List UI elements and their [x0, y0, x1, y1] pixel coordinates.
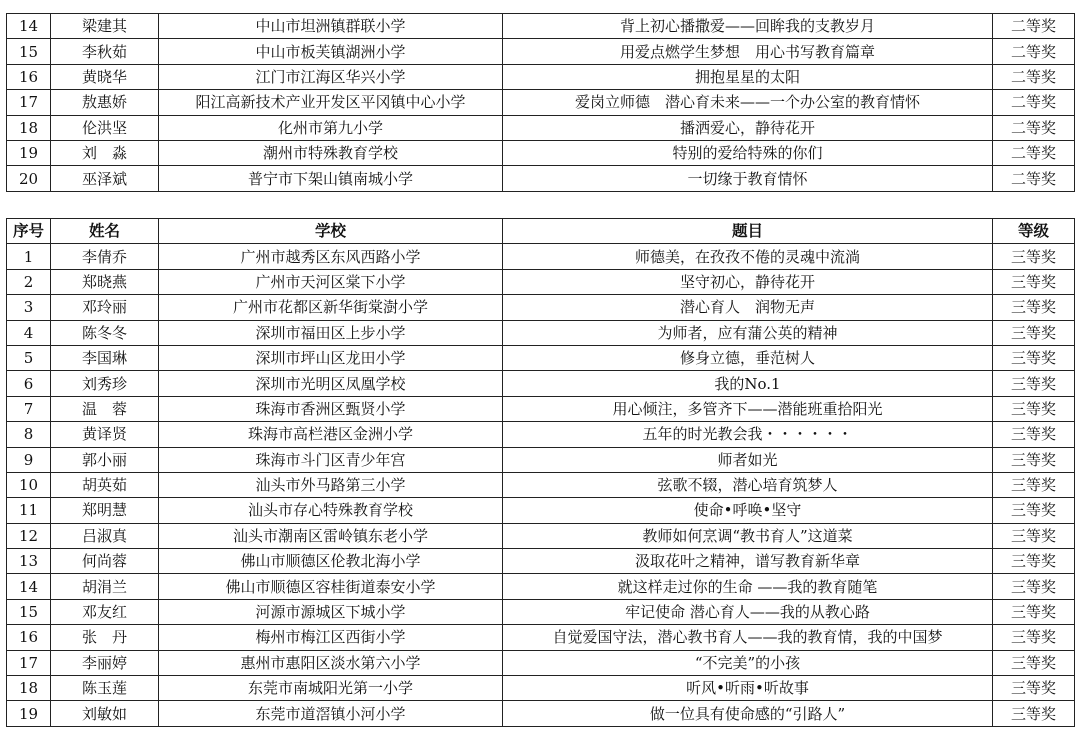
cell-grade: 三等奖	[993, 472, 1075, 497]
cell-grade: 二等奖	[993, 39, 1075, 64]
cell-grade: 三等奖	[993, 676, 1075, 701]
cell-name: 黄译贤	[51, 422, 159, 447]
cell-name: 李丽婷	[51, 650, 159, 675]
cell-index: 1	[7, 244, 51, 269]
table-row	[7, 498, 1075, 523]
cell-name: 吕淑真	[51, 523, 159, 548]
cell-title: 自觉爱国守法，潜心教书育人——我的教育情，我的中国梦	[503, 625, 993, 650]
cell-title: 教师如何烹调“教书育人”这道菜	[503, 523, 993, 548]
cell-title: 师者如光	[503, 447, 993, 472]
cell-title: 拥抱星星的太阳	[503, 64, 993, 89]
cell-index: 3	[7, 295, 51, 320]
cell-title: 播洒爱心，静待花开	[503, 115, 993, 140]
cell-school: 珠海市香洲区甄贤小学	[159, 396, 503, 421]
cell-school: 佛山市顺德区伦教北海小学	[159, 549, 503, 574]
cell-grade: 三等奖	[993, 447, 1075, 472]
cell-grade: 二等奖	[993, 115, 1075, 140]
table-row	[7, 269, 1075, 294]
cell-grade: 三等奖	[993, 498, 1075, 523]
cell-title: 特别的爱给特殊的你们	[503, 140, 993, 165]
cell-name: 李倩乔	[51, 244, 159, 269]
cell-school: 珠海市高栏港区金洲小学	[159, 422, 503, 447]
table-row	[7, 64, 1075, 89]
awards-table-second-prize	[6, 13, 1075, 192]
table-row	[7, 676, 1075, 701]
cell-name: 邓玲丽	[51, 295, 159, 320]
cell-title: 弦歌不辍，潜心培育筑梦人	[503, 472, 993, 497]
cell-name: 胡英茹	[51, 472, 159, 497]
table-row	[7, 472, 1075, 497]
cell-index: 8	[7, 422, 51, 447]
cell-school: 佛山市顺德区容桂街道泰安小学	[159, 574, 503, 599]
cell-name: 胡涓兰	[51, 574, 159, 599]
table-body	[7, 14, 1075, 192]
cell-index: 5	[7, 345, 51, 370]
cell-index: 19	[7, 701, 51, 726]
cell-school: 深圳市福田区上步小学	[159, 320, 503, 345]
table-row	[7, 345, 1075, 370]
cell-grade: 三等奖	[993, 269, 1075, 294]
cell-title: 使命•呼唤•坚守	[503, 498, 993, 523]
table-row	[7, 396, 1075, 421]
table-row	[7, 295, 1075, 320]
cell-index: 6	[7, 371, 51, 396]
header-name: 姓名	[51, 219, 159, 244]
cell-title: 汲取花叶之精神，谱写教育新华章	[503, 549, 993, 574]
table-row	[7, 115, 1075, 140]
cell-name: 刘 淼	[51, 140, 159, 165]
table-row	[7, 320, 1075, 345]
cell-name: 黄晓华	[51, 64, 159, 89]
header-school: 学校	[159, 219, 503, 244]
table-row	[7, 625, 1075, 650]
cell-grade: 三等奖	[993, 625, 1075, 650]
cell-name: 郑晓燕	[51, 269, 159, 294]
table-body	[7, 244, 1075, 726]
cell-grade: 三等奖	[993, 244, 1075, 269]
cell-school: 化州市第九小学	[159, 115, 503, 140]
cell-title: 听风•听雨•听故事	[503, 676, 993, 701]
cell-school: 汕头市潮南区雷岭镇东老小学	[159, 523, 503, 548]
table-row	[7, 422, 1075, 447]
cell-grade: 三等奖	[993, 396, 1075, 421]
cell-grade: 三等奖	[993, 650, 1075, 675]
cell-name: 何尚蓉	[51, 549, 159, 574]
cell-title: 就这样走过你的生命 ——我的教育随笔	[503, 574, 993, 599]
cell-index: 18	[7, 115, 51, 140]
cell-grade: 三等奖	[993, 345, 1075, 370]
cell-grade: 三等奖	[993, 549, 1075, 574]
cell-title: 爱岗立师德 潜心育未来——一个办公室的教育情怀	[503, 90, 993, 115]
cell-school: 河源市源城区下城小学	[159, 599, 503, 624]
table-row	[7, 523, 1075, 548]
cell-index: 14	[7, 574, 51, 599]
table-row	[7, 14, 1075, 39]
cell-name: 陈冬冬	[51, 320, 159, 345]
cell-grade: 三等奖	[993, 422, 1075, 447]
table-header-row	[7, 219, 1075, 244]
cell-school: 中山市坦洲镇群联小学	[159, 14, 503, 39]
cell-title: 师德美，在孜孜不倦的灵魂中流淌	[503, 244, 993, 269]
cell-name: 郭小丽	[51, 447, 159, 472]
cell-school: 普宁市下架山镇南城小学	[159, 166, 503, 191]
cell-title: 五年的时光教会我・・・・・・	[503, 422, 993, 447]
cell-grade: 二等奖	[993, 140, 1075, 165]
cell-name: 敖惠娇	[51, 90, 159, 115]
cell-school: 阳江高新技术产业开发区平冈镇中心小学	[159, 90, 503, 115]
table-row	[7, 549, 1075, 574]
cell-school: 潮州市特殊教育学校	[159, 140, 503, 165]
cell-grade: 二等奖	[993, 64, 1075, 89]
cell-school: 广州市花都区新华街棠澍小学	[159, 295, 503, 320]
header-title: 题目	[503, 219, 993, 244]
table-row	[7, 166, 1075, 191]
cell-grade: 二等奖	[993, 90, 1075, 115]
cell-name: 陈玉莲	[51, 676, 159, 701]
cell-name: 刘敏如	[51, 701, 159, 726]
cell-name: 梁建其	[51, 14, 159, 39]
table-row	[7, 140, 1075, 165]
cell-name: 刘秀珍	[51, 371, 159, 396]
cell-grade: 三等奖	[993, 295, 1075, 320]
cell-index: 11	[7, 498, 51, 523]
cell-grade: 三等奖	[993, 371, 1075, 396]
cell-index: 14	[7, 14, 51, 39]
cell-grade: 三等奖	[993, 320, 1075, 345]
cell-index: 10	[7, 472, 51, 497]
cell-name: 李秋茹	[51, 39, 159, 64]
cell-school: 深圳市光明区凤凰学校	[159, 371, 503, 396]
cell-school: 广州市越秀区东风西路小学	[159, 244, 503, 269]
cell-school: 梅州市梅江区西街小学	[159, 625, 503, 650]
header-grade: 等级	[993, 219, 1075, 244]
cell-index: 15	[7, 39, 51, 64]
awards-table-third-prize	[6, 218, 1075, 727]
table-row	[7, 90, 1075, 115]
cell-title: 用心倾注，多管齐下——潜能班重拾阳光	[503, 396, 993, 421]
cell-title: 用爱点燃学生梦想 用心书写教育篇章	[503, 39, 993, 64]
cell-index: 9	[7, 447, 51, 472]
cell-index: 18	[7, 676, 51, 701]
header-index: 序号	[7, 219, 51, 244]
cell-title: 牢记使命 潜心育人——我的从教心路	[503, 599, 993, 624]
cell-school: 珠海市斗门区青少年宫	[159, 447, 503, 472]
cell-school: 东莞市道滘镇小河小学	[159, 701, 503, 726]
cell-name: 巫泽斌	[51, 166, 159, 191]
cell-index: 2	[7, 269, 51, 294]
table-row	[7, 39, 1075, 64]
cell-title: 做一位具有使命感的“引路人”	[503, 701, 993, 726]
cell-index: 12	[7, 523, 51, 548]
cell-name: 伦洪坚	[51, 115, 159, 140]
cell-title: 我的No.1	[503, 371, 993, 396]
cell-index: 15	[7, 599, 51, 624]
cell-index: 4	[7, 320, 51, 345]
cell-name: 温 蓉	[51, 396, 159, 421]
cell-grade: 二等奖	[993, 14, 1075, 39]
cell-school: 深圳市坪山区龙田小学	[159, 345, 503, 370]
cell-index: 16	[7, 625, 51, 650]
cell-title: “不完美”的小孩	[503, 650, 993, 675]
cell-grade: 三等奖	[993, 574, 1075, 599]
cell-school: 惠州市惠阳区淡水第六小学	[159, 650, 503, 675]
cell-index: 7	[7, 396, 51, 421]
table-row	[7, 244, 1075, 269]
cell-name: 李国琳	[51, 345, 159, 370]
table-row	[7, 701, 1075, 726]
cell-school: 广州市天河区棠下小学	[159, 269, 503, 294]
cell-grade: 三等奖	[993, 701, 1075, 726]
cell-title: 修身立德，垂范树人	[503, 345, 993, 370]
cell-school: 江门市江海区华兴小学	[159, 64, 503, 89]
cell-title: 背上初心播撒爱——回眸我的支教岁月	[503, 14, 993, 39]
cell-title: 潜心育人 润物无声	[503, 295, 993, 320]
cell-title: 一切缘于教育情怀	[503, 166, 993, 191]
cell-index: 13	[7, 549, 51, 574]
cell-name: 邓友红	[51, 599, 159, 624]
cell-school: 汕头市外马路第三小学	[159, 472, 503, 497]
cell-index: 19	[7, 140, 51, 165]
table-row	[7, 574, 1075, 599]
cell-grade: 三等奖	[993, 599, 1075, 624]
cell-title: 坚守初心，静待花开	[503, 269, 993, 294]
cell-name: 郑明慧	[51, 498, 159, 523]
cell-index: 17	[7, 650, 51, 675]
cell-grade: 二等奖	[993, 166, 1075, 191]
cell-school: 中山市板芙镇湖洲小学	[159, 39, 503, 64]
cell-grade: 三等奖	[993, 523, 1075, 548]
cell-school: 东莞市南城阳光第一小学	[159, 676, 503, 701]
table-row	[7, 447, 1075, 472]
table-row	[7, 650, 1075, 675]
cell-title: 为师者，应有蒲公英的精神	[503, 320, 993, 345]
cell-name: 张 丹	[51, 625, 159, 650]
table-row	[7, 371, 1075, 396]
cell-index: 17	[7, 90, 51, 115]
cell-school: 汕头市存心特殊教育学校	[159, 498, 503, 523]
cell-index: 16	[7, 64, 51, 89]
table-row	[7, 599, 1075, 624]
cell-index: 20	[7, 166, 51, 191]
